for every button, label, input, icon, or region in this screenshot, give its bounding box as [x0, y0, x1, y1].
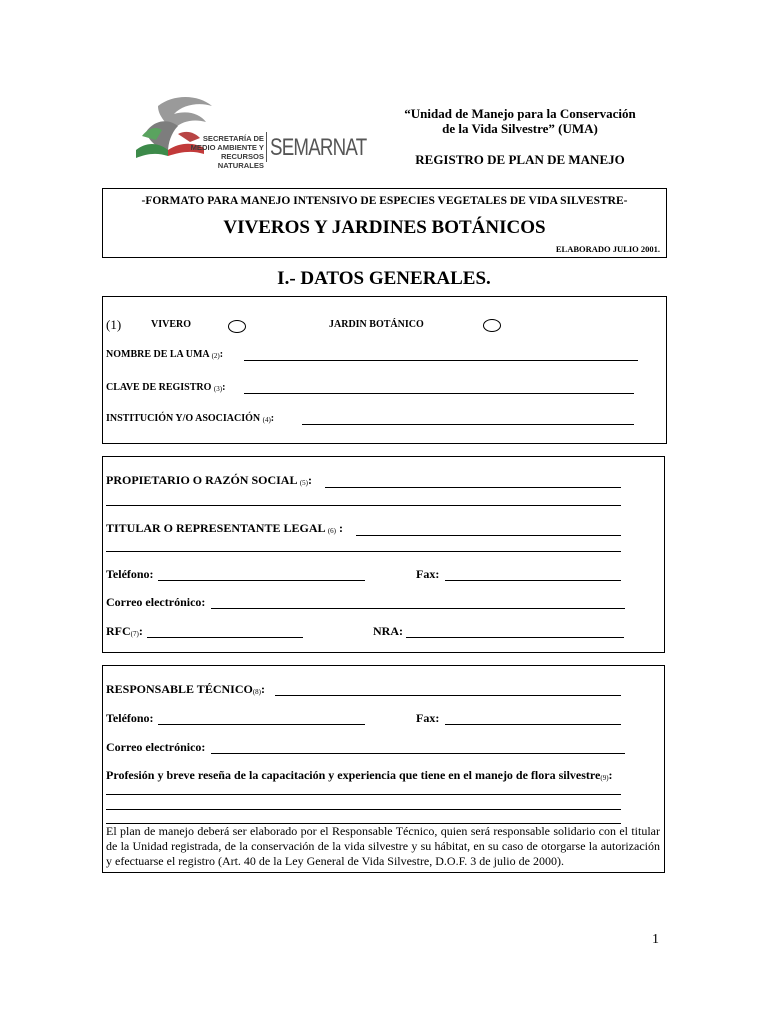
- fax-label: Fax:: [416, 567, 440, 581]
- nra-label: NRA:: [373, 624, 403, 638]
- secretaria-text: [190, 134, 264, 170]
- uma-title-line-1: “Unidad de Manejo para la Conservación: [404, 106, 636, 121]
- titular-colon: :: [336, 521, 344, 535]
- semarnat-brand: SEMARNAT: [270, 134, 367, 161]
- datos-box-2: [102, 456, 665, 653]
- clave-colon: :: [222, 382, 226, 393]
- resp-correo-field[interactable]: [211, 753, 625, 754]
- page-number: 1: [652, 932, 659, 947]
- responsable-label: RESPONSABLE TÉCNICO: [106, 682, 253, 696]
- nra-field[interactable]: [406, 637, 624, 638]
- rfc-field[interactable]: [147, 637, 303, 638]
- resp-fax-label: Fax:: [416, 711, 440, 725]
- document-title: VIVEROS Y JARDINES BOTÁNICOS: [223, 217, 546, 238]
- clave-label: CLAVE DE REGISTRO: [106, 382, 214, 393]
- institucion-row: [106, 413, 274, 424]
- secretaria-line-2: MEDIO AMBIENTE Y: [190, 143, 264, 152]
- jardin-radio[interactable]: [483, 319, 501, 332]
- titular-ref: (6): [327, 527, 337, 535]
- responsable-colon: :: [261, 682, 265, 696]
- fax-field[interactable]: [445, 580, 621, 581]
- rfc-row: [106, 624, 143, 639]
- institucion-field[interactable]: [302, 424, 634, 425]
- vivero-label: VIVERO: [151, 319, 192, 330]
- profesion-colon: :: [608, 768, 613, 782]
- profesion-label: Profesión y breve reseña de la capacitación y experiencia que tiene en el manejo de flora silvestre: [106, 768, 601, 782]
- propietario-field-2[interactable]: [106, 505, 621, 506]
- resp-telefono-label: Teléfono:: [106, 711, 154, 725]
- propietario-ref: (5): [299, 479, 308, 487]
- institucion-label: INSTITUCIÓN Y/O ASOCIACIÓN: [106, 413, 263, 424]
- nombre-uma-row: [106, 349, 223, 360]
- nombre-uma-ref: (2): [211, 352, 220, 360]
- responsable-field[interactable]: [275, 695, 621, 696]
- rfc-label: RFC: [106, 624, 131, 638]
- profesion-field-2[interactable]: [106, 809, 621, 810]
- nombre-uma-colon: :: [219, 349, 224, 360]
- registro-title: REGISTRO DE PLAN DE MANEJO: [415, 152, 625, 167]
- titular-field-2[interactable]: [106, 551, 621, 552]
- institucion-colon: :: [270, 413, 275, 424]
- section-title: I.- DATOS GENERALES.: [277, 268, 491, 289]
- profesion-ref: (9): [600, 774, 609, 782]
- item-number: (1): [106, 317, 122, 332]
- clave-row: [106, 382, 225, 393]
- elaborado-date: ELABORADO JULIO 2001.: [555, 244, 660, 254]
- clave-field[interactable]: [244, 393, 634, 394]
- responsable-row: [106, 682, 265, 697]
- secretaria-line-3: RECURSOS NATURALES: [217, 152, 264, 170]
- responsable-note: El plan de manejo deberá ser elaborado por el Responsable Técnico, quien será responsable solidario con el titular de la Unidad registrada, de la conservación de la vida silvestre y su hábitat, en su caso de otorgarse la autorización y efectuarse el registro (Art. 40 de la Ley General de Vida Silvestre, D.O.F. 3 de julio de 2000).: [106, 824, 660, 868]
- nombre-uma-field[interactable]: [244, 360, 638, 361]
- secretaria-line-1: SECRETARÍA DE: [202, 134, 264, 143]
- datos-box-3: [102, 665, 665, 873]
- vivero-radio[interactable]: [228, 320, 246, 333]
- titular-label: TITULAR O REPRESENTANTE LEGAL: [106, 521, 328, 535]
- telefono-field[interactable]: [158, 580, 365, 581]
- nombre-uma-label: NOMBRE DE LA UMA: [106, 349, 212, 360]
- jardin-label: JARDIN BOTÁNICO: [329, 319, 424, 330]
- telefono-label: Teléfono:: [106, 567, 154, 581]
- semarnat-logo: [128, 92, 367, 170]
- profesion-row: [106, 768, 613, 783]
- titular-field[interactable]: [356, 535, 621, 536]
- resp-fax-field[interactable]: [445, 724, 621, 725]
- propietario-colon: :: [307, 473, 312, 487]
- correo-field[interactable]: [211, 608, 625, 609]
- logo-divider: [266, 132, 267, 162]
- resp-correo-label: Correo electrónico:: [106, 740, 206, 754]
- resp-telefono-field[interactable]: [158, 724, 365, 725]
- profesion-field-1[interactable]: [106, 794, 621, 795]
- titular-row: [106, 521, 343, 536]
- datos-box-1: [102, 296, 667, 444]
- rfc-colon: :: [138, 624, 143, 638]
- format-box: [102, 188, 667, 258]
- propietario-field[interactable]: [325, 487, 621, 488]
- clave-ref: (3): [213, 385, 223, 393]
- correo-label: Correo electrónico:: [106, 595, 206, 609]
- institucion-ref: (4): [262, 416, 271, 424]
- propietario-label: PROPIETARIO O RAZÓN SOCIAL: [106, 473, 300, 487]
- rfc-ref: (7): [130, 630, 139, 638]
- propietario-row: [106, 473, 312, 488]
- uma-title-line-2: de la Vida Silvestre” (UMA): [442, 121, 598, 136]
- formato-text: -FORMATO PARA MANEJO INTENSIVO DE ESPECIES VEGETALES DE VIDA SILVESTRE-: [141, 195, 628, 207]
- responsable-ref: (8): [252, 688, 261, 696]
